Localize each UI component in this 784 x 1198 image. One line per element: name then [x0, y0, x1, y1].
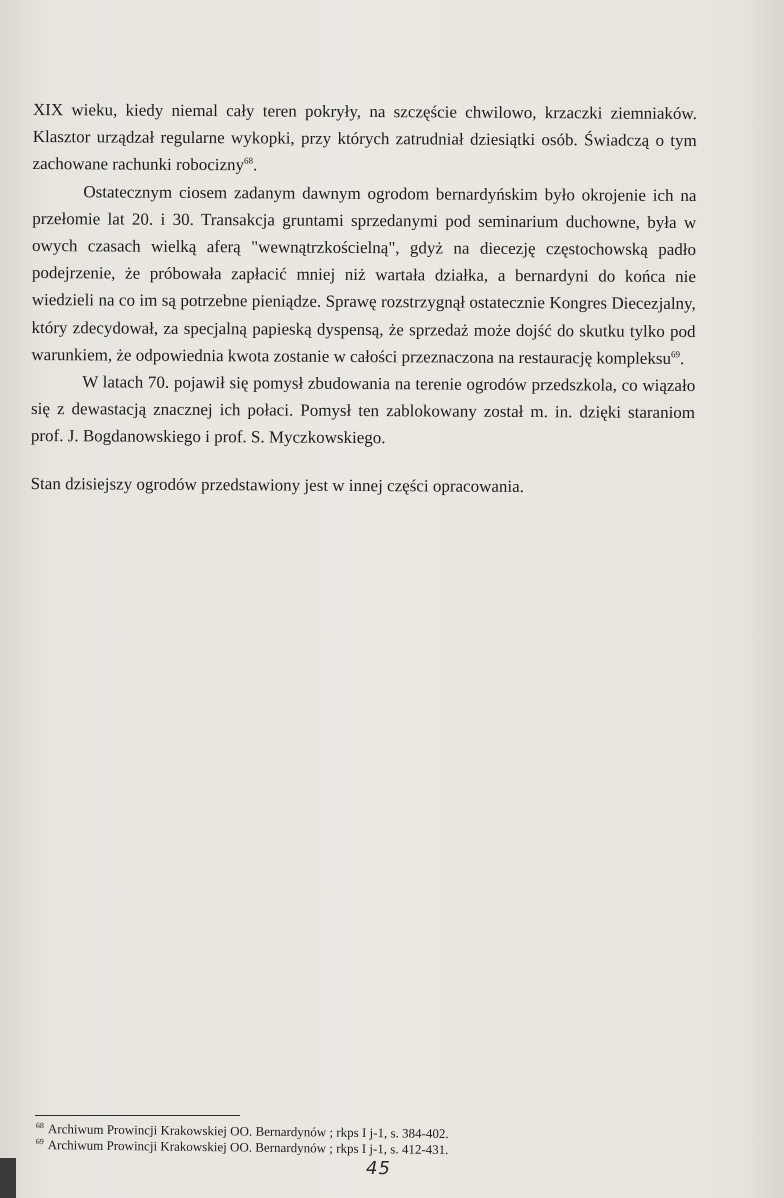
footnote-number: 69 — [35, 1136, 44, 1147]
footnote-text: Archiwum Prowincji Krakowskiej OO. Bernardynów ; rkps I j-1, s. 412-431. — [47, 1137, 449, 1158]
footnote-number: 68 — [35, 1121, 44, 1131]
paragraph-2 — [31, 178, 696, 372]
footnote-divider — [35, 1115, 240, 1116]
page-number: 45 — [366, 1158, 391, 1179]
paragraph-2-tail: . — [679, 348, 685, 368]
footnote-ref-68: 68 — [244, 156, 254, 167]
paragraph-4-text: Stan dzisiejszy ogrodów przedstawiony jest w innej części opracowania. — [30, 473, 525, 496]
paragraph-4 — [31, 470, 695, 501]
footnote-text: Archiwum Prowincji Krakowskiej OO. Bernardynów ; rkps I j-1, s. 384-402. — [47, 1121, 449, 1142]
paragraph-3 — [31, 368, 695, 454]
paragraph-3-text: W latach 70. pojawił się pomysł zbudowania na terenie ogrodów przedszkola, co wiązało się z dewastacją znacznej ich połaci. Pomysł ten zablokowany został m. in. dzięki staraniom prof. J. Bogdanowskiego i prof. S. Myczkowskiego. — [30, 372, 696, 448]
body-text — [31, 96, 697, 501]
paragraph-1-tail: . — [252, 155, 258, 175]
paragraph-1-text: XIX wieku, kiedy niemal cały teren pokryły, na szczęście chwilowo, krzaczki ziemniaków. Klasztor urządzał regularne wykopki, przy których zatrudniał dziesiątki osób. Świadczą o tym zachowane rachunki robocizny — [32, 99, 697, 175]
footnotes — [36, 1121, 556, 1159]
paragraph-2-text: Ostatecznym ciosem zadanym dawnym ogrodom bernardyńskim było okrojenie ich na przełomie lat 20. i 30. Transakcja gruntami sprzedanymi pod seminarium duchowne, była w owych czasach wielką aferą "wewnątrzkościelną", gdyż na diecezję częstochowską padło podejrzenie, że próbowała zapłacić mniej niż wartała działka, a bernardyni do końca nie wiedzieli na co im są potrzebne pieniądze. Sprawę rozstrzygnął ostatecznie Kongres Diecezjalny, który zdecydował, za specjalną papieską dyspensą, że sprzedaż może dojść do skutku tylko pod warunkiem, że odpowiednia kwota zostanie w całości przeznaczona na restaurację kompleksu — [31, 181, 697, 368]
footnote-ref-69: 69 — [670, 349, 681, 360]
paragraph-1 — [33, 96, 697, 182]
